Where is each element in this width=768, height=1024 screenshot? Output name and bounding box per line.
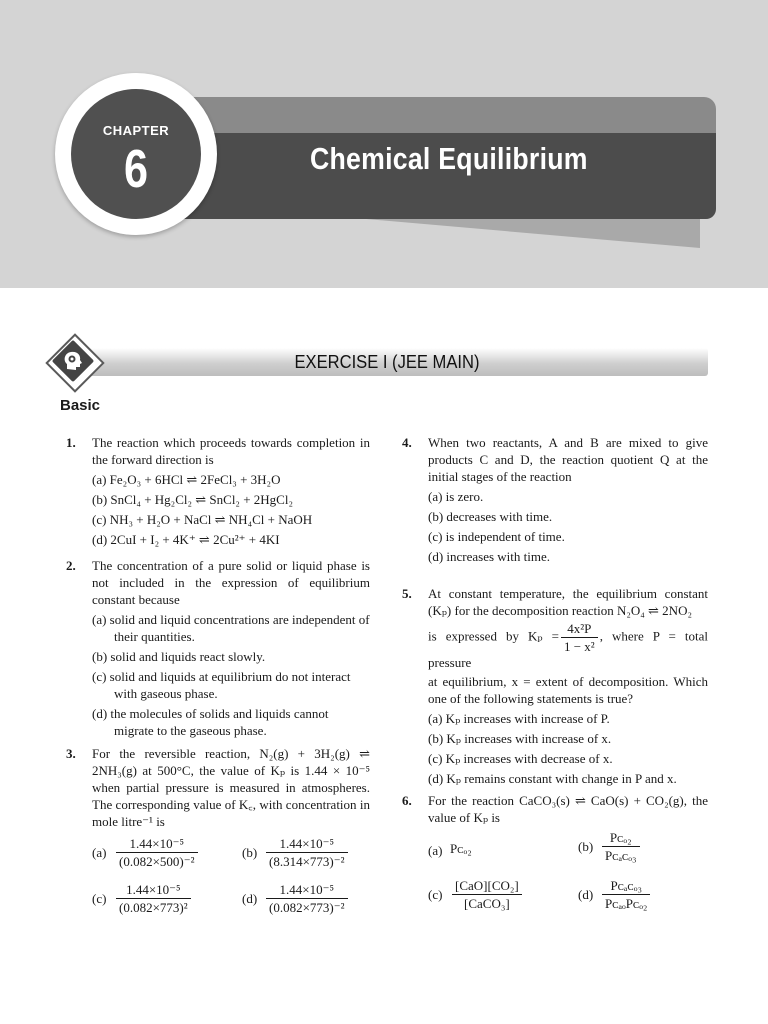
fraction-denominator: Pᴄₐᴄₒ₃ [605,848,637,863]
question-number: 2. [66,558,76,573]
question-text-continued: at equilibrium, x = extent of decomposition. Which one of the following statements is true? [428,674,708,706]
option-d: (d) increases with time. [428,549,551,564]
fraction-numerator: 1.44×10⁻⁵ [266,836,348,853]
question-text: For the reversible reaction, N₂(g) + 3H₂(g) ⇌ 2NH₃(g) at 500°C, the value of Kₚ is 1.44 × 10⁻⁵ when partial pressure is measured in atmospheres. The corresponding value of K꜀, with concentration in mole litre⁻¹ is [92,746,370,829]
option-c: (c) Kₚ increases with decrease of x. [428,751,613,766]
option-label: (a) [428,842,443,858]
option-row-cd [428,878,708,920]
option-fraction [266,882,348,915]
question-number: 6. [402,793,412,808]
question-text: The concentration of a pure solid or liquid phase is not included in the expression of equilibrium constant because [92,558,370,607]
question-text: When two reactants, A and B are mixed to give products C and D, the reaction quotient Q at the initial stages of the reaction [428,435,708,484]
option-label: (c) [428,887,443,902]
question-number: 5. [402,586,412,601]
option-row-ab [428,830,708,872]
question-3 [66,745,370,924]
option-c [92,882,193,915]
expression-suffix: , where P = total pressure [428,628,708,670]
option-d: (d) Kₚ remains constant with change in P and x. [428,771,677,786]
option-b [578,830,642,863]
option-fraction [452,878,522,911]
exercise-title: EXERCISE I (JEE MAIN) [294,352,480,372]
question-text: The reaction which proceeds towards completion in the forward direction is [92,435,370,467]
fraction-numerator: 1.44×10⁻⁵ [116,836,198,853]
option-b: (b) Kₚ increases with increase of x. [428,731,612,746]
option-fraction [602,878,650,911]
option-d [242,882,350,915]
fraction-numerator: 4x²P [561,621,598,638]
question-1 [66,434,370,548]
option-a: (a) is zero. [428,489,484,504]
question-text: For the reaction CaCO₃(s) ⇌ CaO(s) + CO₂(g), the value of Kₚ is [428,793,708,825]
question-5 [402,585,708,787]
section-heading: Basic [60,397,101,414]
question-4 [402,434,708,565]
fraction-numerator: [CaO][CO₂] [452,878,522,895]
option-d: (d) the molecules of solids and liquids cannot migrate to the gaseous phase. [92,706,329,738]
option-fraction [602,830,640,863]
option-fraction [116,882,191,915]
kp-fraction [561,621,598,654]
option-d: (d) 2CuI + I₂ + 4K⁺ ⇌ 2Cu²⁺ + 4KI [92,532,280,547]
option-row-ab [92,836,370,878]
option-a: (a) Kₚ increases with increase of P. [428,711,610,726]
chapter-label: CHAPTER [102,123,170,138]
fraction-denominator: 1 − x² [563,639,595,654]
option-label: (b) [242,845,258,860]
fraction-numerator: Pᴄₒ₂ [602,830,640,847]
option-label: (c) [92,891,107,906]
option-label: (d) [242,891,258,906]
option-a: (a) Fe₂O₃ + 6HCl ⇌ 2FeCl₃ + 3H₂O [92,472,281,487]
question-number: 4. [402,435,412,450]
fraction-denominator: (0.082×773)² [119,900,188,915]
option-c [428,878,524,911]
option-b: (b) solid and liquids react slowly. [92,649,266,664]
fraction-denominator: (0.082×500)⁻² [119,854,195,869]
question-text: At constant temperature, the equilibrium constant (Kₚ) for the decomposition reaction N₂O₄ ⇌ 2NO₂ [428,586,708,618]
fraction-denominator: [CaCO₃] [464,896,510,911]
option-row-cd [92,882,370,924]
option-a [428,840,472,859]
option-a: (a) solid and liquid concentrations are independent of their quantities. [92,612,370,644]
head-gear-icon [62,349,84,373]
option-fraction [116,836,198,869]
option-c: (c) NH₃ + H₂O + NaCl ⇌ NH₄Cl + NaOH [92,512,313,527]
chapter-badge [71,89,201,219]
option-b: (b) decreases with time. [428,509,553,524]
banner-top-strip [170,97,716,137]
option-label: (d) [578,887,594,902]
option-label: (b) [578,839,594,854]
fraction-denominator: (0.082×773)⁻² [269,900,345,915]
option-c: (c) solid and liquids at equilibrium do not interact with gaseous phase. [92,669,351,701]
kp-expression [428,621,708,671]
option-a [92,836,200,869]
fraction-numerator: Pᴄₐᴄₒ₃ [602,878,650,895]
chapter-number: 6 [123,139,149,199]
option-b: (b) SnCl₄ + Hg₂Cl₂ ⇌ SnCl₂ + 2HgCl₂ [92,492,293,507]
question-number: 3. [66,746,76,761]
exercise-title-bar [66,348,708,376]
fraction-numerator: 1.44×10⁻⁵ [116,882,191,899]
option-value: Pᴄₒ₂ [450,841,472,856]
expression-prefix: is expressed by Kₚ = [428,628,559,644]
question-6 [402,792,708,920]
question-number: 1. [66,435,76,450]
option-fraction [266,836,348,869]
question-2 [66,557,370,739]
option-b [242,836,350,869]
fraction-denominator: PᴄₐₒPᴄₒ₂ [605,896,648,911]
fraction-denominator: (8.314×773)⁻² [269,854,345,869]
chapter-title: Chemical Equilibrium [310,141,588,176]
option-d [578,878,652,911]
fraction-numerator: 1.44×10⁻⁵ [266,882,348,899]
option-label: (a) [92,845,107,860]
option-c: (c) is independent of time. [428,529,565,544]
